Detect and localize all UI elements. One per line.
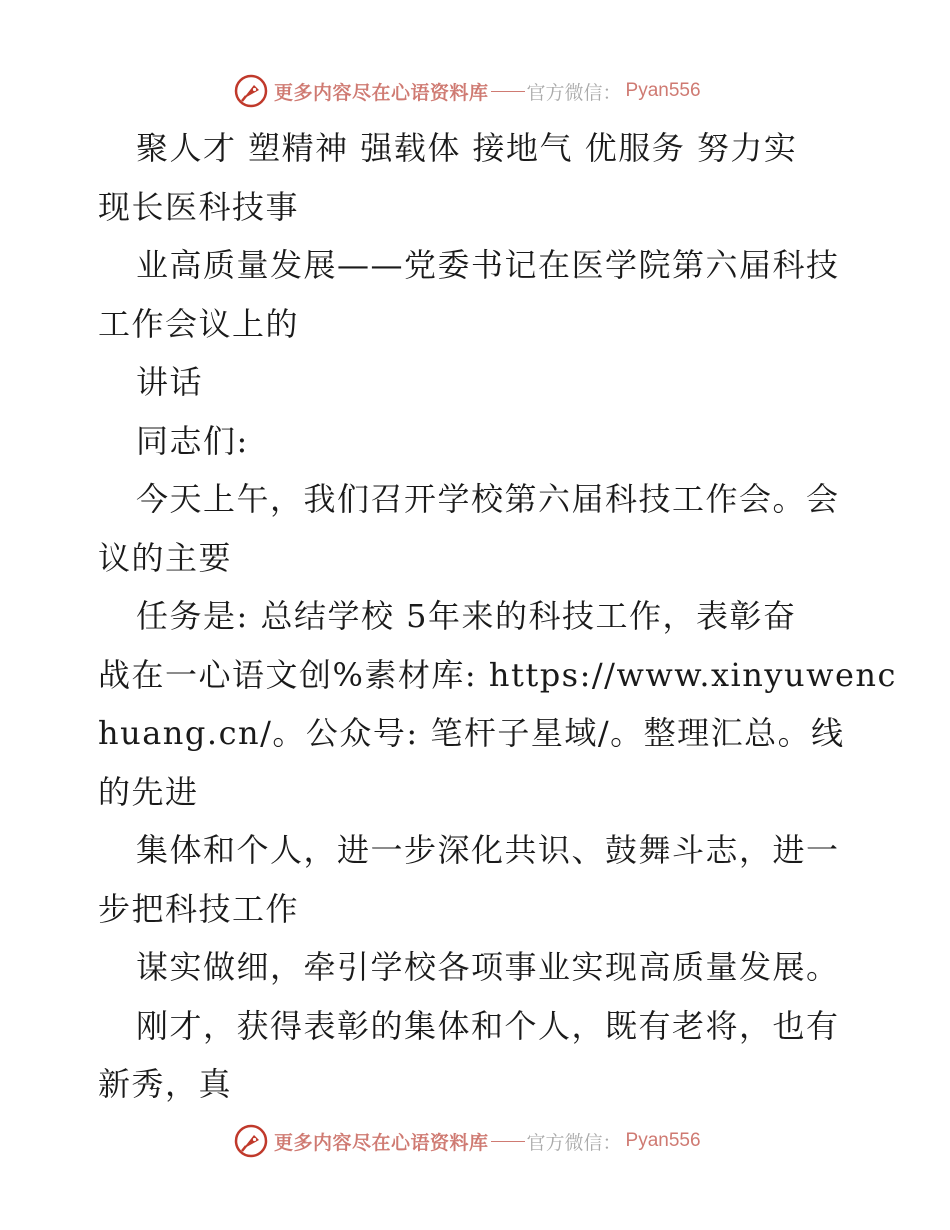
- body-line: 刚才，获得表彰的集体和个人，既有老将，也有: [136, 1006, 840, 1045]
- body-line: 工作会议上的: [98, 304, 300, 343]
- watermark-dash: [491, 91, 525, 92]
- body-line: 集体和个人，进一步深化共识、鼓舞斗志，进一: [136, 831, 840, 869]
- watermark-brand-text: 更多内容尽在心语资料库: [274, 1131, 489, 1154]
- body-line: 战在一心语文创%素材库: https://www.xinyuwenc: [98, 655, 897, 694]
- body-line: 聚人才 塑精神 强载体 接地气 优服务 努力实: [136, 129, 798, 167]
- watermark-id-text: Pyan556: [625, 1130, 701, 1151]
- body-line: 的先进: [98, 772, 199, 811]
- body-line: 业高质量发展——党委书记在医学院第六届科技: [136, 246, 840, 284]
- body-line: 讲话: [136, 363, 204, 401]
- watermark-label-text: 官方微信：: [526, 1131, 622, 1154]
- watermark-id-text: Pyan556: [625, 80, 701, 101]
- body-line: 今天上午，我们召开学校第六届科技工作会。会: [136, 480, 840, 518]
- body-line: 同志们:: [136, 421, 249, 460]
- watermark-label-text: 官方微信：: [526, 81, 622, 104]
- document-body: [98, 119, 897, 1114]
- body-line: huang.cn/。公众号: 笔杆子星域/。整理汇总。线: [98, 714, 845, 752]
- footer-watermark: [234, 1123, 701, 1159]
- body-line: 步把科技工作: [98, 889, 300, 928]
- body-line: 谋实做细，牵引学校各项事业实现高质量发展。: [136, 948, 840, 986]
- watermark-dash: [491, 1141, 525, 1142]
- header-watermark: [234, 73, 701, 109]
- pen-nib-logo-icon: [234, 1124, 268, 1158]
- pen-nib-logo-icon: [234, 74, 268, 108]
- body-line: 议的主要: [98, 538, 233, 577]
- watermark-brand-text: 更多内容尽在心语资料库: [274, 81, 489, 104]
- body-line: 新秀，真: [98, 1065, 233, 1103]
- body-line: 任务是: 总结学校 5年来的科技工作，表彰奋: [136, 597, 797, 635]
- body-line: 现长医科技事: [98, 187, 300, 226]
